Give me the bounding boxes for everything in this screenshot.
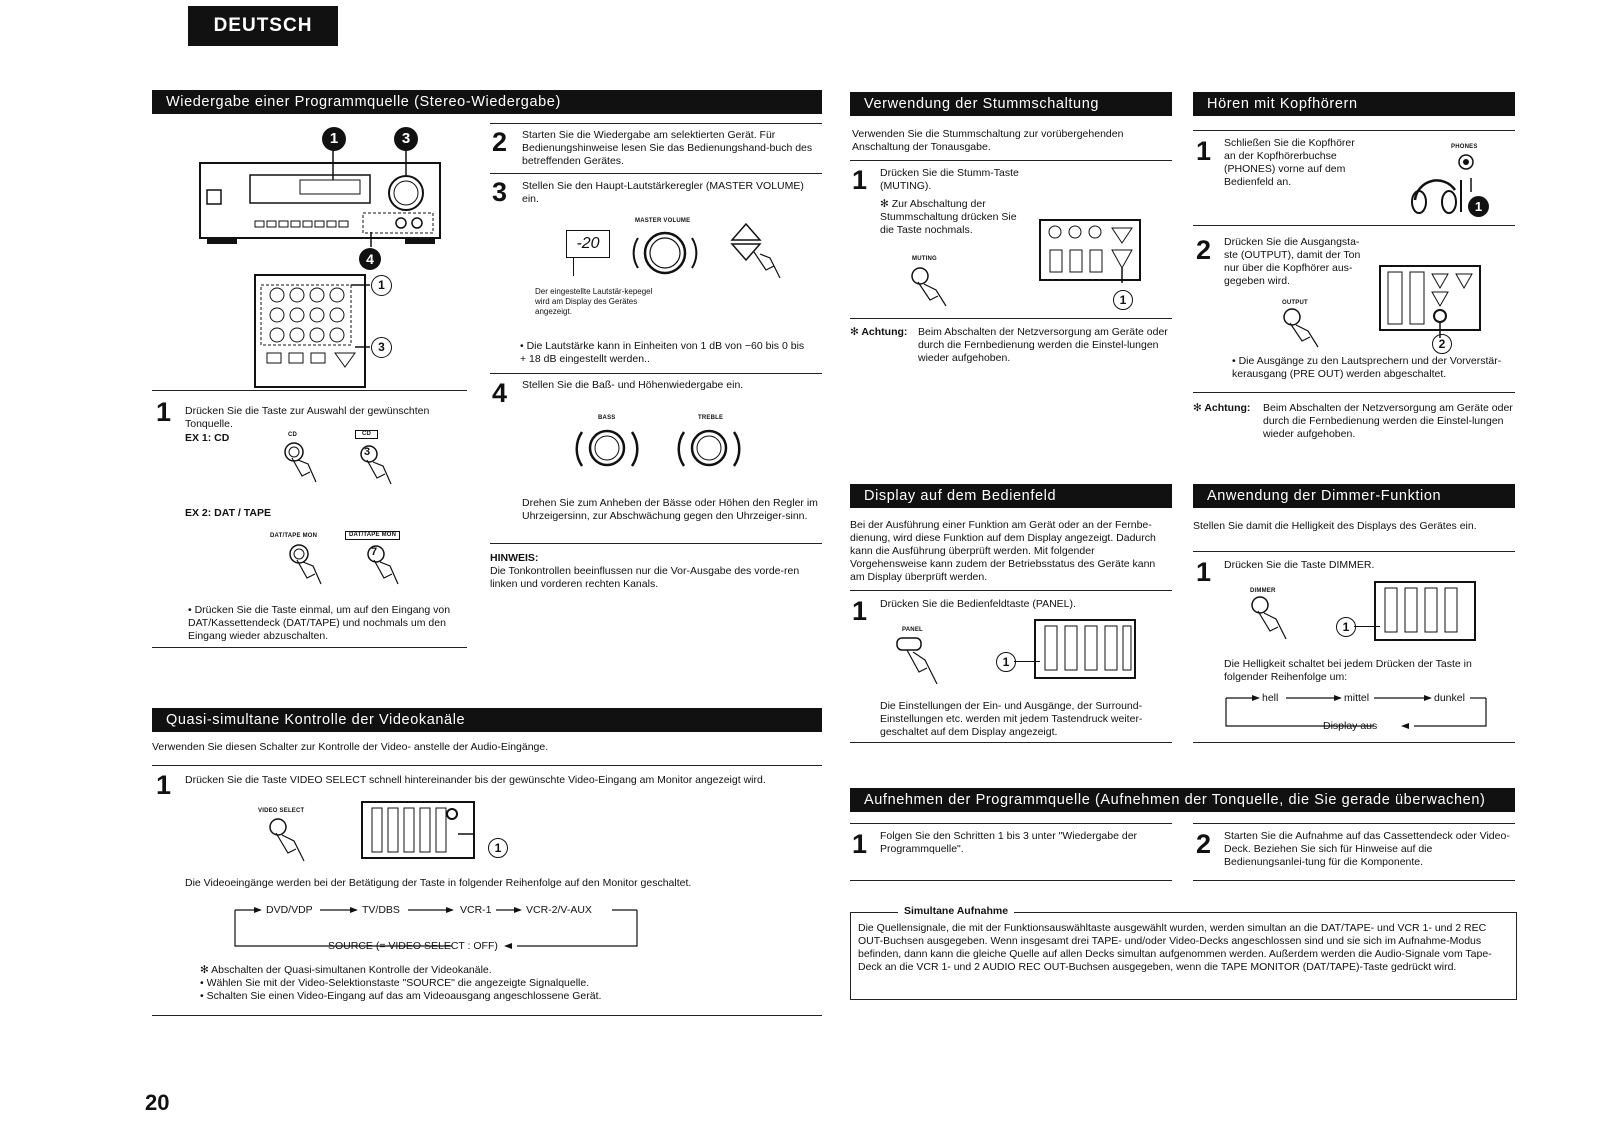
step-number: 2	[1196, 829, 1212, 859]
button-caption: PANEL	[902, 627, 923, 633]
button-caption: DAT/TAPE MON	[270, 533, 318, 539]
sequence-item: VCR-1	[460, 904, 492, 916]
callout-3: 3	[394, 127, 418, 151]
callout-4: 4	[359, 248, 381, 270]
step-number: 2	[1196, 235, 1212, 265]
callout-1: 1	[1336, 617, 1356, 637]
example-label: EX 2: DAT / TAPE	[185, 507, 271, 519]
cycle-item: mittel	[1344, 692, 1370, 704]
remote-key-label: DAT/TAPE MON	[345, 531, 400, 540]
master-volume-knob-icon[interactable]	[630, 228, 700, 283]
step-number: 1	[852, 829, 868, 859]
button-caption: OUTPUT	[1282, 300, 1308, 306]
remote-panel-illustration	[362, 800, 482, 865]
callout-1: 1	[1468, 196, 1489, 217]
cd-button-hand-icon[interactable]	[280, 438, 320, 493]
callout-1: 1	[322, 127, 346, 151]
page-number: 20	[145, 1090, 170, 1115]
section-title-quasi: Quasi-simultane Kontrolle der Videokanäle	[152, 708, 822, 732]
remote-panel-illustration	[1375, 580, 1485, 650]
step-text: Drücken Sie die Bedienfeldtaste (PANEL).	[880, 598, 1076, 610]
step-number: 1	[852, 596, 868, 626]
step-number: 1	[1196, 557, 1212, 587]
warning-text: Beim Abschalten der Netzversorgung am Geräte oder durch die Fernbedienung werden die Einstel-lungen wieder aufgehoben.	[1263, 402, 1513, 440]
box-title: Simultane Aufnahme	[898, 905, 1014, 918]
quasi-note: • Wählen Sie mit der Video-Selektionstaste "SOURCE" die angezeigte Signalquelle.	[200, 977, 590, 989]
step-number: 1	[1196, 136, 1212, 166]
section-title-dimmer: Anwendung der Dimmer-Funktion	[1193, 484, 1515, 508]
quasi-note: ✻ Abschalten der Quasi-simultanen Kontrolle der Videokanäle.	[200, 964, 492, 976]
output-hand-icon[interactable]	[1278, 307, 1328, 357]
video-select-hand-icon[interactable]	[262, 815, 312, 870]
intro: Verwenden Sie diesen Schalter zur Kontrolle der Video- anstelle der Audio-Eingänge.	[152, 741, 549, 753]
step-number: 1	[156, 770, 172, 800]
step-text: Stellen Sie den Haupt-Lautstärkeregler (MASTER VOLUME) ein.	[522, 180, 804, 205]
sub-note: ✻ Zur Abschaltung der Stummschaltung drücken Sie die Taste nochmals.	[880, 198, 1017, 236]
step-text: Drücken Sie die Taste VIDEO SELECT schnell hintereinander bis der gewünschte Video-Eingang am Monitor angezeigt wird.	[185, 774, 766, 786]
volume-up-down-hand-icon[interactable]	[730, 222, 790, 287]
cycle-item: hell	[1262, 692, 1279, 704]
dimmer-hand-icon[interactable]	[1246, 595, 1296, 650]
remote-panel-illustration	[1035, 618, 1145, 688]
treble-knob-icon[interactable]	[674, 420, 744, 485]
volume-display: -20	[566, 230, 610, 258]
sequence-intro: Die Videoeingänge werden bei der Betätigung der Taste in folgender Reihenfolge auf den Monitor geschaltet.	[185, 877, 692, 889]
dat-tape-remote-hand-icon[interactable]	[362, 540, 402, 595]
step-text: Starten Sie die Aufnahme auf das Cassettendeck oder Video-Deck. Beziehen Sie sich für Hinweise auf die Bedienungsanlei-tung für die Komponente.	[1224, 830, 1510, 868]
dat-remote-mark: 7	[371, 546, 378, 558]
step-number: 4	[492, 378, 508, 408]
callout-1: 1	[1113, 290, 1133, 310]
cd-remote-mark: 3	[364, 446, 371, 458]
remote-panel-illustration	[1380, 264, 1490, 339]
callout-remote-1: 1	[371, 275, 392, 296]
note: Die Einstellungen der Ein- und Ausgänge, der Surround-Einstellungen etc. werden mit jedem Tastendruck weiter-geschaltet auf dem Display angezeigt.	[880, 700, 1143, 738]
box-text: Die Quellensignale, die mit der Funktionsauswähltaste ausgewählt wurden, werden simultan an die DAT/TAPE- und VCR 1- und 2 REC OUT-Buchsen ausgegeben. Wenn insgesamt drei TAPE- und/oder Video-Decks angeschlossen sind und sie sich im Aufnahme-Modus befinden, dann kann die gleiche Quelle auf allen Decks simultan aufgenommen werden. Außerdem werden die Audio-Signale vom Tape-Deck an die VCR 1- und 2 AUDIO REC OUT-Buchsen ausgegeben, wenn die TAPE MONITOR (DAT/TAPE)-Taste gedrückt wird.	[858, 922, 1492, 973]
callout-1: 1	[488, 838, 508, 858]
hinweis-text: Die Tonkontrollen beeinflussen nur die Vor-Ausgabe des vorde-ren linken und vorderen rechten Kanals.	[490, 565, 800, 590]
remote-key-label: CD	[355, 430, 378, 439]
step-text: Drücken Sie die Stumm-Taste (MUTING).	[880, 167, 1019, 192]
sequence-item: TV/DBS	[362, 904, 400, 916]
button-caption: CD	[288, 432, 298, 438]
step-number: 1	[852, 165, 868, 195]
cycle-item: dunkel	[1434, 692, 1465, 704]
step-text: Stellen Sie die Baß- und Höhenwiedergabe ein.	[522, 379, 744, 391]
step-text: Folgen Sie den Schritten 1 bis 3 unter "Wiedergabe der Programmquelle".	[880, 830, 1138, 855]
intro: Bei der Ausführung einer Funktion am Gerät oder an der Fernbe-dienung, wird diese Funktion auf dem Display angezeigt. Dadurch kann die Ausführung überprüft werden. Mit folgender Vorgehensweise kann zudem der Betriebsstatus des Geräte kann am Display überprüft werden.	[850, 519, 1156, 583]
warning-text: Beim Abschalten der Netzversorgung am Geräte oder durch die Fernbedienung werden die Einstel-lungen wieder aufgehoben.	[918, 326, 1168, 364]
language-tab: DEUTSCH	[188, 6, 338, 46]
hinweis-title: HINWEIS:	[490, 552, 539, 564]
tone-text: Drehen Sie zum Anheben der Bässe oder Höhen den Regler im Uhrzeigersinn, zur Abschwächung gegen den Uhrzeiger-sinn.	[522, 497, 818, 522]
section-title-headphones: Hören mit Kopfhörern	[1193, 92, 1515, 116]
callout-remote-3: 3	[371, 337, 392, 358]
intro: Stellen Sie damit die Helligkeit des Displays des Gerätes ein.	[1193, 520, 1477, 532]
sequence-item: DVD/VDP	[266, 904, 313, 916]
section-title-recording: Aufnehmen der Programmquelle (Aufnehmen der Tonquelle, die Sie gerade überwachen)	[850, 788, 1515, 812]
note: • Die Ausgänge zu den Lautsprechern und der Vorverstär-kerausgang (PRE OUT) werden abgeschaltet.	[1232, 355, 1502, 380]
sequence-item: VCR-2/V-AUX	[526, 904, 592, 916]
step-number: 1	[156, 397, 172, 427]
knob-caption: TREBLE	[698, 415, 724, 421]
knob-caption: MASTER VOLUME	[635, 218, 691, 224]
button-caption: DIMMER	[1250, 588, 1276, 594]
caption: Der eingestellte Lautstär-kepegel wird am Display des Gerätes angezeigt.	[535, 287, 653, 316]
cd-remote-hand-icon[interactable]	[355, 440, 395, 495]
remote-panel-illustration	[1040, 218, 1150, 288]
callout-2: 2	[1432, 334, 1452, 354]
example-label: EX 1: CD	[185, 432, 230, 444]
phones-caption: PHONES	[1451, 144, 1478, 150]
step-text: Drücken Sie die Taste DIMMER.	[1224, 559, 1375, 571]
intro: Verwenden Sie die Stummschaltung zur vorübergehenden Anschaltung der Tonausgabe.	[852, 128, 1124, 153]
step-text: Starten Sie die Wiedergabe am selektierten Gerät. Für Bedienungshinweise lesen Sie das Bedienungshand-buch des betreffenden Gerätes.	[522, 129, 813, 167]
note: • Die Lautstärke kann in Einheiten von 1 dB von −60 bis 0 bis + 18 dB eingestellt werden..	[520, 340, 805, 365]
button-caption: MUTING	[912, 256, 937, 262]
step-text: Drücken Sie die Taste zur Auswahl der gewünschten Tonquelle.	[185, 405, 430, 430]
muting-hand-icon[interactable]	[906, 264, 956, 319]
cycle-intro: Die Helligkeit schaltet bei jedem Drücken der Taste in folgender Reihenfolge um:	[1224, 658, 1472, 683]
quasi-note: • Schalten Sie einen Video-Eingang auf das am Videoausgang angeschlossene Gerät.	[200, 990, 602, 1002]
receiver-illustration	[195, 125, 455, 390]
step-number: 2	[492, 127, 508, 157]
warning-label: ✻ Achtung:	[850, 326, 908, 338]
button-caption: VIDEO SELECT	[258, 808, 305, 814]
step-text: Schließen Sie die Kopfhörer an der Kopfhörerbuchse (PHONES) vorne auf dem Bedienfeld an.	[1224, 137, 1355, 188]
knob-caption: BASS	[598, 415, 616, 421]
note: • Drücken Sie die Taste einmal, um auf den Eingang von DAT/Kassettendeck (DAT/TAPE) und nochmals um den Eingang wieder abzuschalten.	[188, 604, 451, 642]
bass-knob-icon[interactable]	[572, 420, 642, 485]
step-number: 3	[492, 177, 508, 207]
dat-tape-button-hand-icon[interactable]	[285, 540, 325, 595]
panel-hand-icon[interactable]	[895, 634, 945, 694]
cycle-return: Display aus	[1323, 720, 1378, 732]
sequence-return: SOURCE (= VIDEO SELECT : OFF)	[328, 940, 498, 952]
step-text: Drücken Sie die Ausgangsta-ste (OUTPUT), damit der Ton nur über die Kopfhörer aus-gegeben wird.	[1224, 236, 1361, 287]
section-title-display: Display auf dem Bedienfeld	[850, 484, 1172, 508]
callout-1: 1	[996, 652, 1016, 672]
warning-label: ✻ Achtung:	[1193, 402, 1251, 414]
section-title-playback: Wiedergabe einer Programmquelle (Stereo-Wiedergabe)	[152, 90, 822, 114]
section-title-muting: Verwendung der Stummschaltung	[850, 92, 1172, 116]
